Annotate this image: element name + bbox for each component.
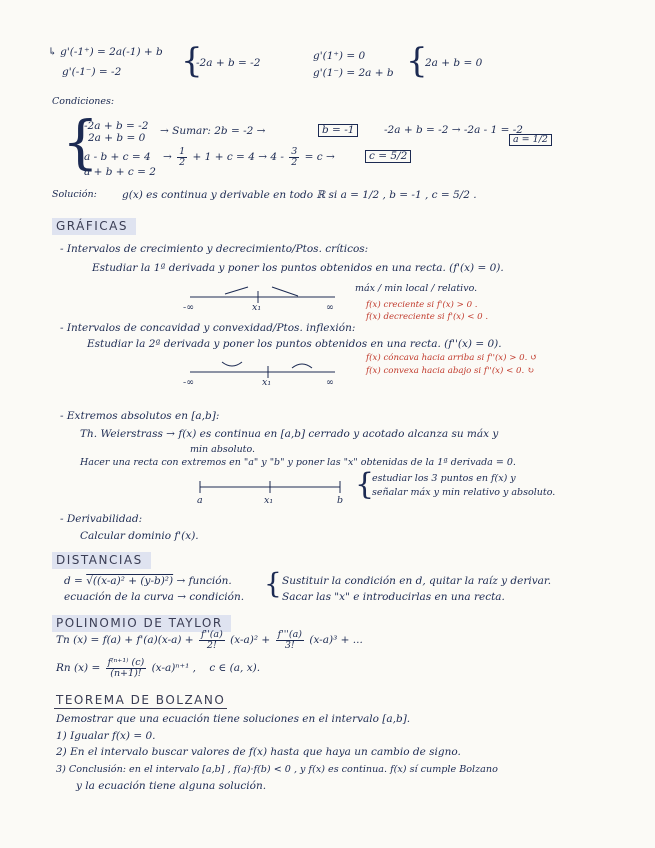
frac-num: f'''(a) (277, 629, 302, 640)
brace-top-left: { (181, 41, 203, 81)
taylor-header: POLINOMIO DE TAYLOR (52, 615, 231, 632)
frac-den: 2 (179, 156, 186, 168)
note1a: máx / min local / relativo. (355, 283, 478, 294)
graficas-item1b: Estudiar la 1ª derivada y poner los puntos obtenidos en una recta. (f'(x) = 0). (92, 262, 504, 274)
top-l1: ↳ g'(-1⁺) = 2a(-1) + b (48, 46, 163, 58)
graficas-item3: - Extremos absolutos en [a,b]: (60, 410, 220, 422)
line3-b: b (337, 495, 344, 506)
line1-left: -∞ (183, 302, 195, 313)
bolzano-s2: 2) En el intervalo buscar valores de f(x) hasta que haya un cambio de signo. (56, 746, 461, 758)
frac-rn (106, 658, 147, 678)
frac-num: 1 (179, 146, 186, 157)
frac-den: 2 (291, 156, 298, 168)
brace-conditions: { (62, 108, 99, 176)
line2-left: -∞ (183, 377, 195, 388)
b-result-box: b = -1 (318, 124, 358, 137)
frac-f2 (199, 630, 225, 650)
cond-eq2: 2a + b = 0 (88, 132, 146, 144)
brace-dist: { (264, 567, 282, 600)
line3-mid: x₁ (264, 495, 274, 506)
graficas-header: GRÁFICAS (52, 218, 136, 235)
concave-down-sign (292, 364, 312, 368)
frac-num: f⁽ⁿ⁺¹⁾ (c) (107, 657, 145, 668)
note3b: señalar máx y min relativo y absoluto. (372, 487, 556, 498)
taylor-tn (56, 630, 363, 650)
dist-sqrt: √((x-a)² + (y-b)²) (86, 575, 174, 587)
brace-top-right: { (406, 41, 428, 81)
dist-d: d = (64, 575, 83, 587)
cond-sum: → Sumar: 2b = -2 → (160, 125, 266, 137)
top-m1: g'(1⁺) = 0 (313, 50, 366, 62)
note1b: f(x) creciente si f'(x) > 0 . (366, 300, 478, 310)
increasing-arrow (225, 287, 248, 294)
graficas-item3b: Th. Weierstrass → f(x) es continua en [a,b] cerrado y acotado alcanza su máx y (80, 428, 499, 440)
cond-eq1: -2a + b = -2 (84, 120, 149, 132)
frac-num: f''(a) (200, 629, 223, 640)
solucion-text: g(x) es continua y derivable en todo ℝ si a = 1/2 , b = -1 , c = 5/2 . (122, 189, 477, 201)
rn-part1: Rn (x) = (56, 662, 101, 674)
graficas-item3d: Hacer una recta con extremos en "a" y "b" y poner las "x" obtenidas de la 1ª derivada = 0. (80, 457, 516, 468)
graficas-item2b: Estudiar la 2ª derivada y poner los puntos obtenidos en una recta. (f''(x) = 0). (87, 338, 502, 350)
graficas-item1: - Intervalos de crecimiento y decrecimiento/Ptos. críticos: (60, 243, 369, 255)
bolzano-s1: 1) Igualar f(x) = 0. (56, 730, 156, 742)
concave-up-sign (222, 362, 242, 366)
tn-part3: (x-a)³ + ... (309, 634, 363, 646)
graficas-item2: - Intervalos de concavidad y convexidad/Ptos. inflexión: (60, 322, 356, 334)
tn-part1: Tn (x) = f(a) + f'(a)(x-a) + (56, 634, 194, 646)
graficas-item4b: Calcular dominio f'(x). (80, 530, 199, 542)
frac-f3 (276, 630, 304, 650)
bolzano-s4: y la ecuación tiene alguna solución. (76, 780, 267, 792)
dist-func: → función. (176, 575, 232, 587)
frac-den: 3! (284, 639, 295, 651)
graficas-item4: - Derivabilidad: (60, 513, 143, 525)
c-result-box: c = 5/2 (365, 150, 411, 163)
a-result-box: a = 1/2 (509, 134, 552, 146)
cond-eq4: a + b + c = 2 (84, 166, 156, 178)
dist-l1 (64, 576, 232, 587)
line1-mid: x₁ (252, 302, 262, 313)
tn-part2: (x-a)² + (230, 634, 271, 646)
cond-sub: -2a + b = -2 → -2a - 1 = -2 (384, 124, 523, 136)
top-m2: g'(1⁻) = 2a + b (313, 67, 394, 79)
bolzano-header: TEOREMA DE BOLZANO (56, 693, 226, 707)
cond-eq3: a - b + c = 4 (84, 151, 151, 163)
top-r2: 2a + b = 0 (425, 57, 483, 69)
dist-r1: Sustituir la condición en d, quitar la raíz y derivar. (282, 575, 552, 587)
line3-a: a (197, 495, 203, 506)
step3-b: + 1 + c = 4 → 4 - (192, 151, 284, 163)
bolzano-s3: 3) Conclusión: en el intervalo [a,b] , f(a)·f(b) < 0 , y f(x) es continua. f(x) sí cumple Bolzano (56, 764, 498, 775)
note2b: f(x) convexa hacia abajo si f''(x) < 0. ↻ (366, 366, 535, 376)
top-l2: g'(-1⁻) = -2 (62, 66, 122, 78)
graficas-item3c: min absoluto. (190, 444, 256, 455)
rn-part2: (x-a)ⁿ⁺¹ , (151, 662, 196, 674)
line1-right: ∞ (326, 302, 334, 313)
line2-right: ∞ (326, 377, 334, 388)
note2a: f(x) cóncava hacia arriba si f''(x) > 0. ↺ (366, 353, 538, 363)
frac-den: 2! (206, 639, 217, 651)
condiciones-label: Condiciones: (52, 96, 115, 107)
frac-den: (n+1)! (110, 667, 142, 679)
taylor-rn (56, 658, 260, 678)
frac-num: 3 (291, 146, 298, 157)
distancias-header: DISTANCIAS (52, 552, 151, 569)
note1c: f(x) decreciente si f'(x) < 0 . (366, 312, 489, 322)
line2-mid: x₁ (262, 377, 272, 388)
step3-arrow: → (163, 151, 172, 163)
step3-d: = c → (304, 151, 335, 163)
rn-part3: c ∈ (a, x). (209, 662, 261, 674)
dist-l2: ecuación de la curva → condición. (64, 591, 245, 603)
bolzano-intro: Demostrar que una ecuación tiene soluciones en el intervalo [a,b]. (56, 713, 411, 725)
top-r1: -2a + b = -2 (196, 57, 261, 69)
solucion-label: Solución: (52, 189, 97, 200)
note3a: estudiar los 3 puntos en f(x) y (372, 473, 516, 484)
decreasing-arrow (272, 287, 298, 296)
brace-line3: { (355, 467, 375, 502)
dist-r2: Sacar las "x" e introducirlas en una recta. (282, 591, 505, 603)
